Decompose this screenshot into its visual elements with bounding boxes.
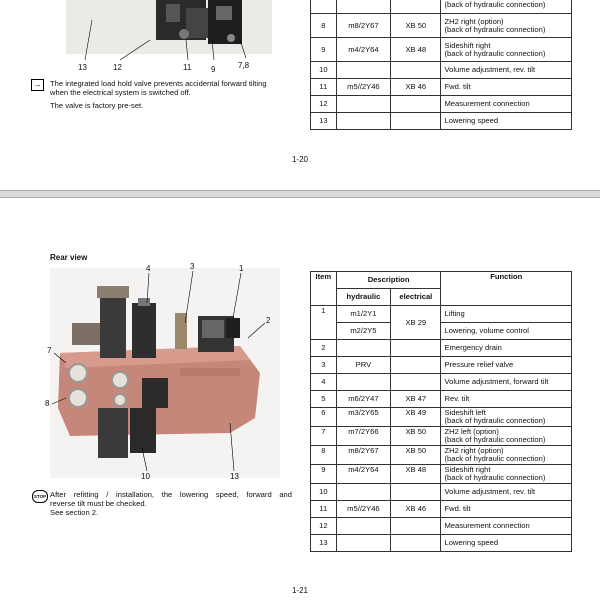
item-cell: 1 [311,306,337,340]
table-row [311,340,572,357]
section-heading: Rear view [50,253,88,262]
function-line2: (back of hydraulic connection) [444,24,546,34]
hydraulic-cell: m3/2Y65 [336,408,390,427]
item-cell: 9 [311,38,337,62]
function-cell: Volume adjustment, rev. tilt [441,484,572,501]
item-cell: 9 [311,465,337,484]
table-row [311,408,572,427]
table-row [311,14,572,38]
function-line: ZH2 right (option) [444,16,504,26]
function-cell: Fwd. tilt [441,79,572,96]
table-row [311,79,572,96]
spec-table-top [310,0,572,130]
table-row [311,518,572,535]
item-cell: 12 [311,518,337,535]
item-cell: 3 [311,357,337,374]
hydraulic-cell: m6/2Y47 [336,391,390,408]
callout-2: 2 [266,316,271,325]
function-line: ZH2 right (option) [444,446,504,455]
table-row [311,501,572,518]
hydraulic-cell: m4/2Y64 [336,38,390,62]
electrical-cell: XB 46 [391,501,441,518]
function-cell: Lowering speed [441,535,572,552]
table-row [311,323,572,340]
table-row [311,427,572,446]
item-cell: 2 [311,340,337,357]
callout-9: 9 [211,65,216,74]
callout-12: 12 [113,63,122,72]
page-separator [0,190,600,198]
page-number-bottom: 1-21 [291,586,308,595]
electrical-cell: XB 50 [391,446,441,465]
callout-11: 11 [183,63,192,72]
note-bottom [50,490,292,517]
function-cell: Measurement connection [441,96,572,113]
function-cell [441,427,572,446]
hydraulic-cell: m7/2Y66 [336,427,390,446]
callout-3: 3 [190,262,195,271]
item-cell: 13 [311,535,337,552]
header-hydraulic: hydraulic [336,289,390,306]
electrical-cell: XB 29 [391,306,441,340]
item-cell: 8 [311,14,337,38]
electrical-cell: XB 47 [391,391,441,408]
function-line: Sideshift right [444,465,491,474]
function-cell [441,446,572,465]
item-cell: 11 [311,501,337,518]
arrow-icon: → [31,79,44,91]
table-row [311,535,572,552]
callout-10: 10 [141,472,150,481]
function-cell: Lowering, volume control [441,323,572,340]
function-cell [441,14,572,38]
function-line2: (back of hydraulic connection) [444,416,546,425]
function-line2: (back of hydraulic connection) [444,454,546,463]
function-cell: Volume adjustment, rev. tilt [441,62,572,79]
function-cell: Lowering speed [441,113,572,130]
item-cell: 11 [311,79,337,96]
hydraulic-cell: m4/2Y64 [336,465,390,484]
note-bottom-line3: See section 2. [50,508,99,517]
page-1-21 [0,198,600,601]
function-line2: (back of hydraulic connection) [444,473,546,482]
item-cell: 5 [311,391,337,408]
table-row [311,96,572,113]
spec-table-rear [310,271,572,552]
table-row [311,446,572,465]
callout-1: 1 [239,264,244,273]
callout-13: 13 [78,63,87,72]
electrical-cell: XB 48 [391,465,441,484]
table-row [311,0,572,14]
callout-8: 8 [45,399,50,408]
function-cell: Measurement connection [441,518,572,535]
table-row [311,113,572,130]
function-cell: Volume adjustment, forward tilt [441,374,572,391]
page-1-20 [0,0,600,190]
hydraulic-cell: m5//2Y46 [336,79,390,96]
callout-7: 7 [47,346,52,355]
table-header-row [311,272,572,289]
function-cell: Fwd. tilt [441,501,572,518]
item-cell: 13 [311,113,337,130]
header-electrical: electrical [391,289,441,306]
function-cell: Lifting [441,306,572,323]
function-cell [441,38,572,62]
electrical-cell: XB 46 [391,79,441,96]
item-cell: 6 [311,408,337,427]
note-top-line2: when the electrical system is switched off. [50,88,191,97]
hydraulic-cell: m1/2Y1 [336,306,390,323]
table-row [311,465,572,484]
header-item: Item [311,272,337,306]
item-cell: 12 [311,96,337,113]
callout-lines-top [0,0,300,80]
table-row [311,484,572,501]
electrical-cell: XB 50 [391,14,441,38]
table-row [311,391,572,408]
function-cell: Rev. tilt [441,391,572,408]
callout-lines-rear [0,258,300,488]
note-bottom-line1: After refitting / installation, the lowering speed, forward and [50,490,292,499]
function-cell: Pressure relief valve [441,357,572,374]
hydraulic-cell: m8/2Y67 [336,14,390,38]
function-line: Sideshift right [444,40,491,50]
function-line: ZH2 left (option) [444,427,499,436]
function-line2: (back of hydraulic connection) [444,48,546,58]
table-row [311,357,572,374]
note-bottom-line2: reverse tilt must be checked. [50,499,147,508]
note-top-line1: The integrated load hold valve prevents accidental forward tilting [50,79,267,88]
function-cell [441,465,572,484]
item-cell: 10 [311,484,337,501]
callout-7-8: 7,8 [238,61,250,70]
item-cell: 10 [311,62,337,79]
hydraulic-cell: m2/2Y5 [336,323,390,340]
electrical-cell: XB 50 [391,427,441,446]
header-function: Function [441,272,572,306]
function-cell: Emergency drain [441,340,572,357]
function-line: Sideshift left [444,408,486,417]
note-top-line3: The valve is factory pre-set. [50,101,144,110]
item-cell: 4 [311,374,337,391]
callout-13: 13 [230,472,239,481]
electrical-cell: XB 48 [391,38,441,62]
note-top [50,79,300,110]
item-cell: 7 [311,427,337,446]
callout-4: 4 [146,264,151,273]
function-cell [441,408,572,427]
table-row [311,306,572,323]
hydraulic-cell: m8/2Y67 [336,446,390,465]
hydraulic-cell: PRV [336,357,390,374]
table-row [311,62,572,79]
function-line2: (back of hydraulic connection) [444,435,546,444]
page-number-top: 1-20 [291,155,308,164]
table-row [311,374,572,391]
function-cell: (back of hydraulic connection) [441,0,572,14]
header-description: Description [336,272,441,289]
table-row [311,38,572,62]
hydraulic-cell: m5//2Y46 [336,501,390,518]
stop-icon: STOP [32,490,48,503]
electrical-cell: XB 49 [391,408,441,427]
item-cell: 8 [311,446,337,465]
